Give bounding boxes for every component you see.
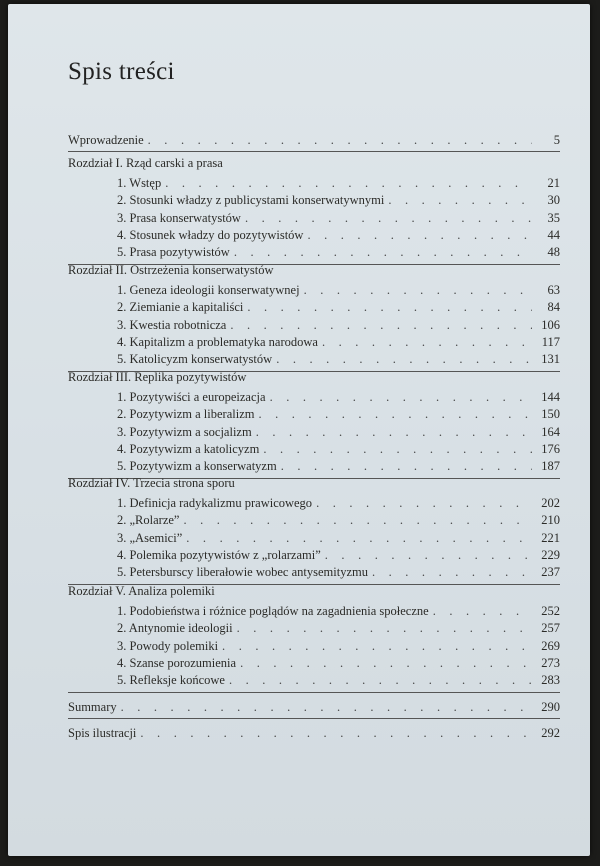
toc-entry xyxy=(117,244,560,260)
toc-entry-page: 106 xyxy=(541,317,560,332)
toc-entry xyxy=(117,564,560,580)
toc-entry-page: 269 xyxy=(541,638,560,653)
toc-entry xyxy=(117,530,560,546)
toc-entry-summary xyxy=(68,699,560,715)
leader-dots xyxy=(372,564,532,580)
leader-dots xyxy=(247,299,532,315)
leader-dots xyxy=(237,620,532,636)
toc-entry-label: Summary xyxy=(68,700,117,714)
toc-entry-label: 5. Katolicyzm konserwatystów xyxy=(117,352,273,367)
toc-entry-page: 150 xyxy=(541,407,560,422)
toc-entry xyxy=(117,317,560,333)
toc-entry xyxy=(117,441,560,457)
toc-entry-page: 30 xyxy=(547,193,560,208)
toc-entry-label: 4. Pozytywizm a katolicyzm xyxy=(117,441,260,456)
leader-dots xyxy=(270,389,532,405)
leader-dots xyxy=(222,638,532,654)
toc-entry-label: 3. Prasa konserwatystów xyxy=(117,210,241,225)
leader-dots xyxy=(148,132,532,148)
toc-entry-page: 257 xyxy=(541,621,560,636)
leader-dots xyxy=(183,512,532,528)
leader-dots xyxy=(281,458,532,474)
toc-entry xyxy=(117,603,560,619)
toc-entry-page: 202 xyxy=(541,496,560,510)
toc-entry-label: 2. „Rolarze” xyxy=(117,513,180,528)
leader-dots xyxy=(276,351,532,367)
toc-entry xyxy=(117,547,560,563)
toc-entry-page: 273 xyxy=(541,655,560,670)
leader-dots xyxy=(245,210,532,226)
toc-entry-page: 210 xyxy=(541,513,560,528)
leader-dots xyxy=(230,317,532,333)
toc-entry-label: 4. Polemika pozytywistów z „rolarzami” xyxy=(117,547,321,562)
leader-dots xyxy=(388,192,532,208)
leader-dots xyxy=(186,530,532,546)
toc-entry-label: 5. Refleksje końcowe xyxy=(117,673,225,688)
toc-entry xyxy=(117,210,560,226)
toc-entry-label: 1. Pozytywiści a europeizacja xyxy=(117,390,266,404)
toc-entry-label: 2. Ziemianie a kapitaliści xyxy=(117,300,244,315)
section-divider xyxy=(68,151,560,152)
toc-entry-page: 292 xyxy=(541,726,560,740)
toc-entry xyxy=(117,351,560,367)
leader-dots xyxy=(433,603,532,619)
toc-entry-page: 5 xyxy=(553,133,560,147)
table-of-contents xyxy=(8,4,590,856)
toc-entry-label: 2. Pozytywizm a liberalizm xyxy=(117,407,255,422)
toc-entry-label: 5. Petersburscy liberałowie wobec antysemityzmu xyxy=(117,565,368,580)
toc-entry-label: 1. Definicja radykalizmu prawicowego xyxy=(117,496,313,510)
toc-entry-label: Spis ilustracji xyxy=(68,726,137,740)
toc-entry xyxy=(117,334,560,350)
leader-dots xyxy=(304,282,532,298)
toc-entry-label: 4. Stosunek władzy do pozytywistów xyxy=(117,227,304,242)
toc-entry-label: 5. Pozytywizm a konserwatyzm xyxy=(117,459,277,474)
toc-entry-page: 164 xyxy=(541,424,560,439)
toc-entry-intro xyxy=(68,132,560,148)
toc-entry-label: 5. Prasa pozytywistów xyxy=(117,245,230,260)
toc-entry xyxy=(117,389,560,405)
toc-entry-page: 35 xyxy=(547,210,560,225)
leader-dots xyxy=(263,441,532,457)
leader-dots xyxy=(240,655,532,671)
leader-dots xyxy=(229,672,532,688)
toc-entry-page: 48 xyxy=(547,245,560,260)
toc-entry-page: 290 xyxy=(541,700,560,714)
leader-dots xyxy=(322,334,532,350)
toc-entry-label: 3. Kwestia robotnicza xyxy=(117,317,227,332)
leader-dots xyxy=(307,227,532,243)
leader-dots xyxy=(316,495,532,511)
toc-entry xyxy=(117,672,560,688)
toc-entry-label: Wprowadzenie xyxy=(68,133,144,147)
toc-entry xyxy=(117,620,560,636)
toc-entry xyxy=(117,227,560,243)
chapter-heading: Rozdział I. Rząd carski a prasa xyxy=(68,156,223,170)
toc-entry-label: 4. Kapitalizm a problematyka narodowa xyxy=(117,334,318,349)
toc-entry-page: 252 xyxy=(541,604,560,618)
toc-entry-label: 1. Wstęp xyxy=(117,176,162,190)
toc-entry xyxy=(117,638,560,654)
section-divider xyxy=(68,692,560,693)
toc-entry xyxy=(117,299,560,315)
leader-dots xyxy=(325,547,532,563)
toc-entry-page: 117 xyxy=(541,334,560,349)
toc-entry-page: 44 xyxy=(547,227,560,242)
page-title: Spis treści xyxy=(68,58,175,85)
toc-entry xyxy=(117,282,560,298)
chapter-heading: Rozdział V. Analiza polemiki xyxy=(68,584,215,598)
leader-dots xyxy=(140,725,532,741)
toc-entry-label: 1. Geneza ideologii konserwatywnej xyxy=(117,283,300,297)
chapter-heading: Rozdział III. Replika pozytywistów xyxy=(68,370,247,384)
book-page xyxy=(8,4,590,856)
toc-entry xyxy=(117,192,560,208)
toc-entry xyxy=(117,655,560,671)
leader-dots xyxy=(121,699,532,715)
toc-entry-page: 221 xyxy=(541,530,560,545)
toc-entry xyxy=(117,424,560,440)
toc-entry-label: 1. Podobieństwa i różnice poglądów na zagadnienia społeczne xyxy=(117,604,429,618)
toc-entry-page: 176 xyxy=(541,441,560,456)
toc-entry-label: 4. Szanse porozumienia xyxy=(117,655,237,670)
toc-entry-illustrations xyxy=(68,725,560,741)
leader-dots xyxy=(165,175,532,191)
toc-entry xyxy=(117,458,560,474)
leader-dots xyxy=(234,244,532,260)
toc-entry-page: 131 xyxy=(541,352,560,367)
toc-entry-page: 84 xyxy=(547,300,560,315)
toc-entry xyxy=(117,512,560,528)
toc-entry xyxy=(117,495,560,511)
toc-entry-page: 21 xyxy=(547,176,560,190)
toc-entry xyxy=(117,406,560,422)
toc-entry-page: 283 xyxy=(541,673,560,688)
toc-entry-label: 2. Stosunki władzy z publicystami konserwatywnymi xyxy=(117,193,385,208)
toc-entry-label: 3. „Asemici” xyxy=(117,530,183,545)
section-divider xyxy=(68,718,560,719)
toc-entry-page: 229 xyxy=(541,547,560,562)
chapter-heading: Rozdział II. Ostrzeżenia konserwatystów xyxy=(68,263,274,277)
chapter-heading: Rozdział IV. Trzecia strona sporu xyxy=(68,476,235,490)
toc-entry-page: 144 xyxy=(541,390,560,404)
toc-entry xyxy=(117,175,560,191)
toc-entry-page: 187 xyxy=(541,459,560,474)
leader-dots xyxy=(258,406,532,422)
leader-dots xyxy=(256,424,532,440)
toc-entry-label: 2. Antynomie ideologii xyxy=(117,621,233,636)
toc-entry-label: 3. Pozytywizm a socjalizm xyxy=(117,424,252,439)
toc-entry-label: 3. Powody polemiki xyxy=(117,638,219,653)
toc-entry-page: 63 xyxy=(547,283,560,297)
toc-entry-page: 237 xyxy=(541,565,560,580)
